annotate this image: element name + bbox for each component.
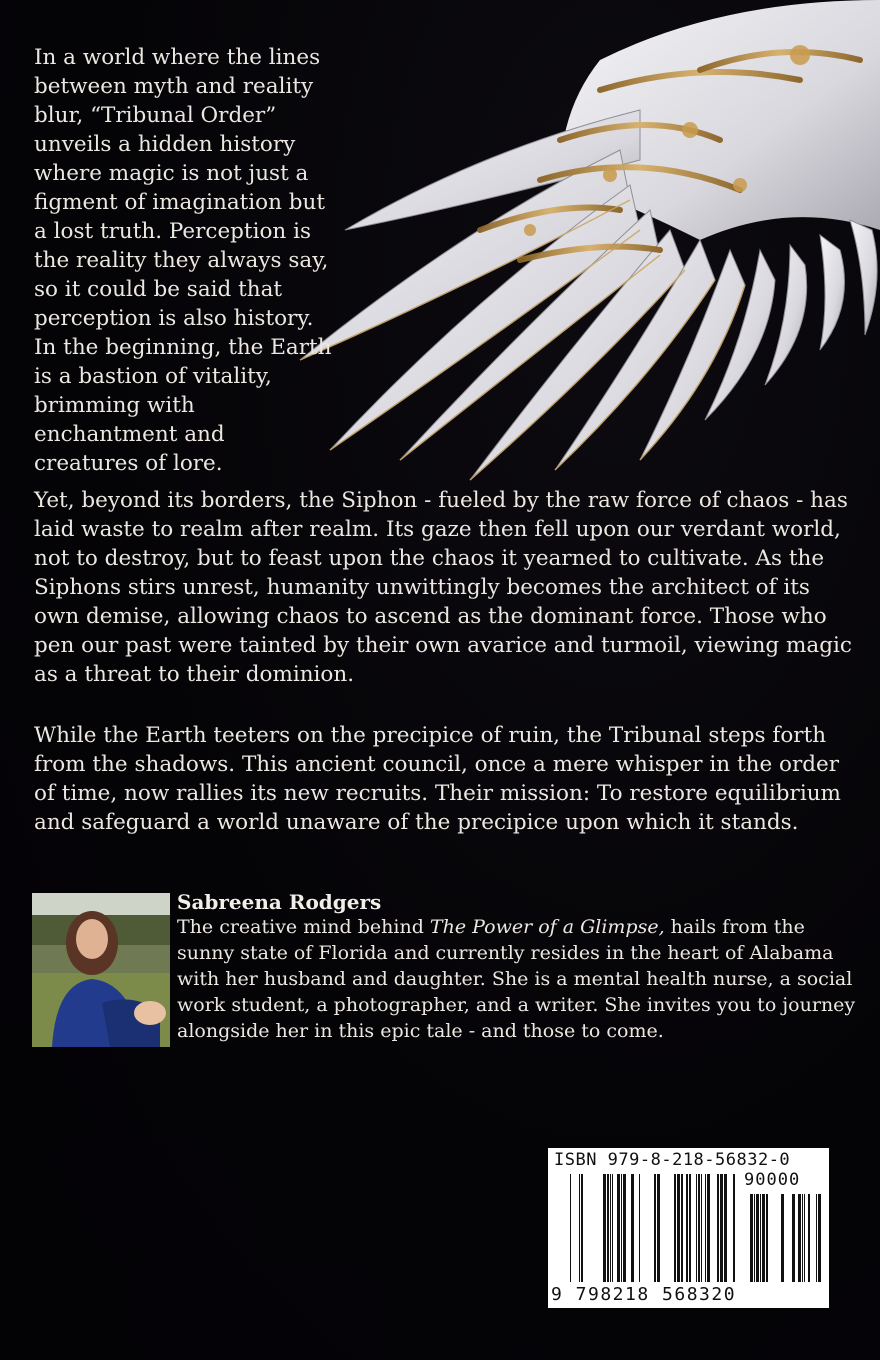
blurb-continuation-paragraph: Yet, beyond its borders, the Siphon - fueled by the raw force of chaos - has laid waste to realm after realm. Its gaze then fell upon our verdant world, not to destroy, but to feast upon the chaos it yearned to cultivate. As the Siphons stirs unrest, humanity unwittingly becomes the architect of its own demise, allowing chaos to ascend as the dominant force. Those who pen our past were tainted by their own avarice and turmoil, viewing magic as a threat to their dominion. [34, 488, 852, 687]
author-book-title: The Power of a Glimpse, [429, 916, 665, 938]
blurb-tribunal-paragraph: While the Earth teeters on the precipice of ruin, the Tribunal steps forth from the shadows. This ancient council, once a mere whisper in the order of time, now rallies its new recruits. Their mission: To restore equilibrium and safeguard a world unaware of the precipice upon which it stands. [34, 723, 841, 835]
author-name: Sabreena Rodgers [177, 890, 382, 914]
isbn-barcode [548, 1148, 829, 1308]
author-bio-end: hails from the sunny state of Florida and currently resides in the heart of Alabama with her husband and daughter. She is a mental health nurse, a social work student, a photographer, and a writer. She invites you to journey alongside her in this epic tale - and those to come. [177, 916, 856, 1042]
ean-number: 9 798218 568320 [551, 1284, 737, 1305]
isbn-label: ISBN 979-8-218-56832-0 [554, 1150, 791, 1170]
price-addon-code: 90000 [744, 1170, 801, 1190]
author-bio-start: The creative mind behind [177, 916, 430, 938]
author-photo [32, 893, 170, 1047]
author-bio [177, 914, 867, 1044]
blurb-intro-paragraph: In a world where the lines between myth and reality blur, “Tribunal Order” unveils a hidden history where magic is not just a figment of imagination but a lost truth. Perception is the reality they always say, so it could be said that perception is also history. In the beginning, the Earth is a bastion of vitality, brimming with enchantment and creatures of lore. [34, 45, 332, 476]
